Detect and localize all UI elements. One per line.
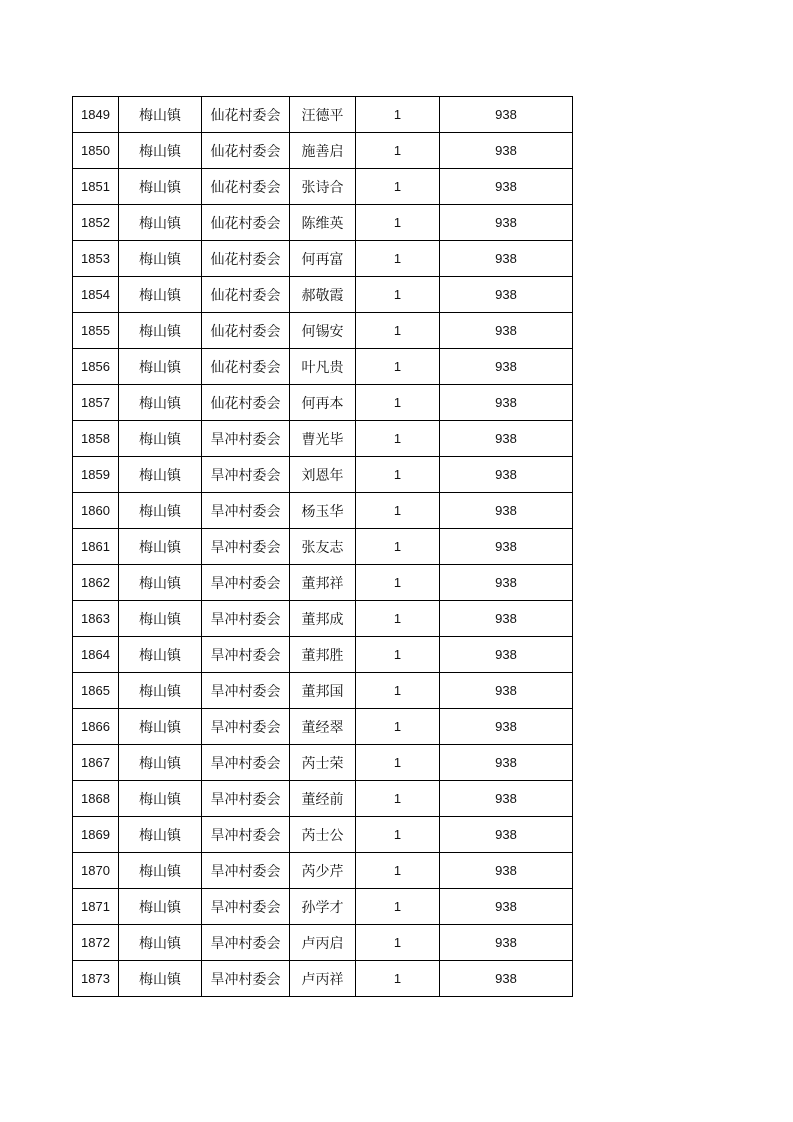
village-committee-cell: 仙花村委会 — [202, 313, 290, 349]
amount-cell: 938 — [440, 169, 573, 205]
table-row — [73, 493, 573, 529]
town-cell: 梅山镇 — [119, 709, 202, 745]
village-committee-cell: 仙花村委会 — [202, 169, 290, 205]
village-committee-cell: 旱冲村委会 — [202, 853, 290, 889]
row-number-cell: 1858 — [73, 421, 119, 457]
village-committee-cell: 旱冲村委会 — [202, 925, 290, 961]
row-number-cell: 1864 — [73, 637, 119, 673]
row-number-cell: 1863 — [73, 601, 119, 637]
row-number-cell: 1861 — [73, 529, 119, 565]
name-cell: 卢丙祥 — [290, 961, 356, 997]
village-committee-cell: 仙花村委会 — [202, 349, 290, 385]
table-row — [73, 889, 573, 925]
town-cell: 梅山镇 — [119, 277, 202, 313]
count-cell: 1 — [356, 97, 440, 133]
table-row — [73, 277, 573, 313]
name-cell: 芮士荣 — [290, 745, 356, 781]
table-row — [73, 817, 573, 853]
amount-cell: 938 — [440, 853, 573, 889]
count-cell: 1 — [356, 961, 440, 997]
amount-cell: 938 — [440, 637, 573, 673]
table-row — [73, 97, 573, 133]
amount-cell: 938 — [440, 313, 573, 349]
table-row — [73, 709, 573, 745]
count-cell: 1 — [356, 169, 440, 205]
count-cell: 1 — [356, 205, 440, 241]
row-number-cell: 1871 — [73, 889, 119, 925]
row-number-cell: 1862 — [73, 565, 119, 601]
town-cell: 梅山镇 — [119, 205, 202, 241]
table-row — [73, 349, 573, 385]
table-row — [73, 601, 573, 637]
amount-cell: 938 — [440, 493, 573, 529]
name-cell: 董邦胜 — [290, 637, 356, 673]
count-cell: 1 — [356, 133, 440, 169]
village-committee-cell: 旱冲村委会 — [202, 709, 290, 745]
town-cell: 梅山镇 — [119, 781, 202, 817]
name-cell: 杨玉华 — [290, 493, 356, 529]
name-cell: 董邦祥 — [290, 565, 356, 601]
row-number-cell: 1870 — [73, 853, 119, 889]
table-row — [73, 457, 573, 493]
table-row — [73, 241, 573, 277]
town-cell: 梅山镇 — [119, 241, 202, 277]
village-committee-cell: 旱冲村委会 — [202, 889, 290, 925]
count-cell: 1 — [356, 709, 440, 745]
count-cell: 1 — [356, 421, 440, 457]
name-cell: 董经翠 — [290, 709, 356, 745]
town-cell: 梅山镇 — [119, 97, 202, 133]
town-cell: 梅山镇 — [119, 133, 202, 169]
village-committee-cell: 旱冲村委会 — [202, 601, 290, 637]
town-cell: 梅山镇 — [119, 565, 202, 601]
count-cell: 1 — [356, 853, 440, 889]
amount-cell: 938 — [440, 565, 573, 601]
amount-cell: 938 — [440, 709, 573, 745]
count-cell: 1 — [356, 349, 440, 385]
count-cell: 1 — [356, 277, 440, 313]
row-number-cell: 1856 — [73, 349, 119, 385]
count-cell: 1 — [356, 241, 440, 277]
village-committee-cell: 仙花村委会 — [202, 97, 290, 133]
amount-cell: 938 — [440, 781, 573, 817]
table-body — [73, 97, 573, 997]
count-cell: 1 — [356, 925, 440, 961]
village-committee-cell: 旱冲村委会 — [202, 421, 290, 457]
village-committee-cell: 旱冲村委会 — [202, 637, 290, 673]
amount-cell: 938 — [440, 817, 573, 853]
count-cell: 1 — [356, 457, 440, 493]
town-cell: 梅山镇 — [119, 637, 202, 673]
amount-cell: 938 — [440, 97, 573, 133]
row-number-cell: 1872 — [73, 925, 119, 961]
town-cell: 梅山镇 — [119, 385, 202, 421]
amount-cell: 938 — [440, 889, 573, 925]
table-row — [73, 781, 573, 817]
row-number-cell: 1849 — [73, 97, 119, 133]
name-cell: 陈维英 — [290, 205, 356, 241]
name-cell: 何再富 — [290, 241, 356, 277]
town-cell: 梅山镇 — [119, 313, 202, 349]
name-cell: 张友志 — [290, 529, 356, 565]
row-number-cell: 1851 — [73, 169, 119, 205]
name-cell: 何锡安 — [290, 313, 356, 349]
village-committee-cell: 仙花村委会 — [202, 241, 290, 277]
village-committee-cell: 旱冲村委会 — [202, 565, 290, 601]
count-cell: 1 — [356, 601, 440, 637]
table-row — [73, 637, 573, 673]
row-number-cell: 1869 — [73, 817, 119, 853]
name-cell: 孙学才 — [290, 889, 356, 925]
village-committee-cell: 仙花村委会 — [202, 277, 290, 313]
row-number-cell: 1873 — [73, 961, 119, 997]
amount-cell: 938 — [440, 385, 573, 421]
data-table — [72, 96, 573, 997]
row-number-cell: 1859 — [73, 457, 119, 493]
town-cell: 梅山镇 — [119, 529, 202, 565]
table-row — [73, 925, 573, 961]
village-committee-cell: 旱冲村委会 — [202, 493, 290, 529]
village-committee-cell: 旱冲村委会 — [202, 673, 290, 709]
amount-cell: 938 — [440, 457, 573, 493]
town-cell: 梅山镇 — [119, 169, 202, 205]
table-row — [73, 529, 573, 565]
table-row — [73, 745, 573, 781]
table-row — [73, 205, 573, 241]
table-row — [73, 565, 573, 601]
amount-cell: 938 — [440, 241, 573, 277]
village-committee-cell: 旱冲村委会 — [202, 457, 290, 493]
town-cell: 梅山镇 — [119, 493, 202, 529]
amount-cell: 938 — [440, 601, 573, 637]
village-committee-cell: 仙花村委会 — [202, 205, 290, 241]
town-cell: 梅山镇 — [119, 349, 202, 385]
row-number-cell: 1868 — [73, 781, 119, 817]
town-cell: 梅山镇 — [119, 889, 202, 925]
table-row — [73, 853, 573, 889]
amount-cell: 938 — [440, 529, 573, 565]
row-number-cell: 1853 — [73, 241, 119, 277]
name-cell: 芮少芹 — [290, 853, 356, 889]
count-cell: 1 — [356, 637, 440, 673]
village-committee-cell: 仙花村委会 — [202, 385, 290, 421]
count-cell: 1 — [356, 817, 440, 853]
row-number-cell: 1854 — [73, 277, 119, 313]
row-number-cell: 1860 — [73, 493, 119, 529]
row-number-cell: 1865 — [73, 673, 119, 709]
town-cell: 梅山镇 — [119, 961, 202, 997]
name-cell: 刘恩年 — [290, 457, 356, 493]
village-committee-cell: 旱冲村委会 — [202, 745, 290, 781]
village-committee-cell: 旱冲村委会 — [202, 529, 290, 565]
count-cell: 1 — [356, 565, 440, 601]
name-cell: 施善启 — [290, 133, 356, 169]
town-cell: 梅山镇 — [119, 601, 202, 637]
count-cell: 1 — [356, 493, 440, 529]
count-cell: 1 — [356, 781, 440, 817]
name-cell: 郝敬霞 — [290, 277, 356, 313]
table-row — [73, 133, 573, 169]
amount-cell: 938 — [440, 349, 573, 385]
name-cell: 董邦成 — [290, 601, 356, 637]
table-row — [73, 961, 573, 997]
count-cell: 1 — [356, 673, 440, 709]
village-committee-cell: 旱冲村委会 — [202, 781, 290, 817]
row-number-cell: 1857 — [73, 385, 119, 421]
amount-cell: 938 — [440, 925, 573, 961]
town-cell: 梅山镇 — [119, 745, 202, 781]
row-number-cell: 1852 — [73, 205, 119, 241]
village-committee-cell: 旱冲村委会 — [202, 961, 290, 997]
table-row — [73, 385, 573, 421]
count-cell: 1 — [356, 889, 440, 925]
amount-cell: 938 — [440, 745, 573, 781]
count-cell: 1 — [356, 529, 440, 565]
name-cell: 张诗合 — [290, 169, 356, 205]
table-row — [73, 313, 573, 349]
name-cell: 芮士公 — [290, 817, 356, 853]
amount-cell: 938 — [440, 205, 573, 241]
amount-cell: 938 — [440, 961, 573, 997]
town-cell: 梅山镇 — [119, 925, 202, 961]
name-cell: 卢丙启 — [290, 925, 356, 961]
village-committee-cell: 旱冲村委会 — [202, 817, 290, 853]
count-cell: 1 — [356, 313, 440, 349]
table-row — [73, 169, 573, 205]
row-number-cell: 1850 — [73, 133, 119, 169]
town-cell: 梅山镇 — [119, 421, 202, 457]
town-cell: 梅山镇 — [119, 817, 202, 853]
amount-cell: 938 — [440, 277, 573, 313]
count-cell: 1 — [356, 745, 440, 781]
table-row — [73, 673, 573, 709]
town-cell: 梅山镇 — [119, 457, 202, 493]
name-cell: 汪德平 — [290, 97, 356, 133]
name-cell: 叶凡贵 — [290, 349, 356, 385]
row-number-cell: 1866 — [73, 709, 119, 745]
row-number-cell: 1867 — [73, 745, 119, 781]
name-cell: 董邦国 — [290, 673, 356, 709]
amount-cell: 938 — [440, 133, 573, 169]
name-cell: 曹光毕 — [290, 421, 356, 457]
count-cell: 1 — [356, 385, 440, 421]
village-committee-cell: 仙花村委会 — [202, 133, 290, 169]
table-row — [73, 421, 573, 457]
amount-cell: 938 — [440, 673, 573, 709]
row-number-cell: 1855 — [73, 313, 119, 349]
town-cell: 梅山镇 — [119, 853, 202, 889]
amount-cell: 938 — [440, 421, 573, 457]
name-cell: 何再本 — [290, 385, 356, 421]
town-cell: 梅山镇 — [119, 673, 202, 709]
name-cell: 董经前 — [290, 781, 356, 817]
